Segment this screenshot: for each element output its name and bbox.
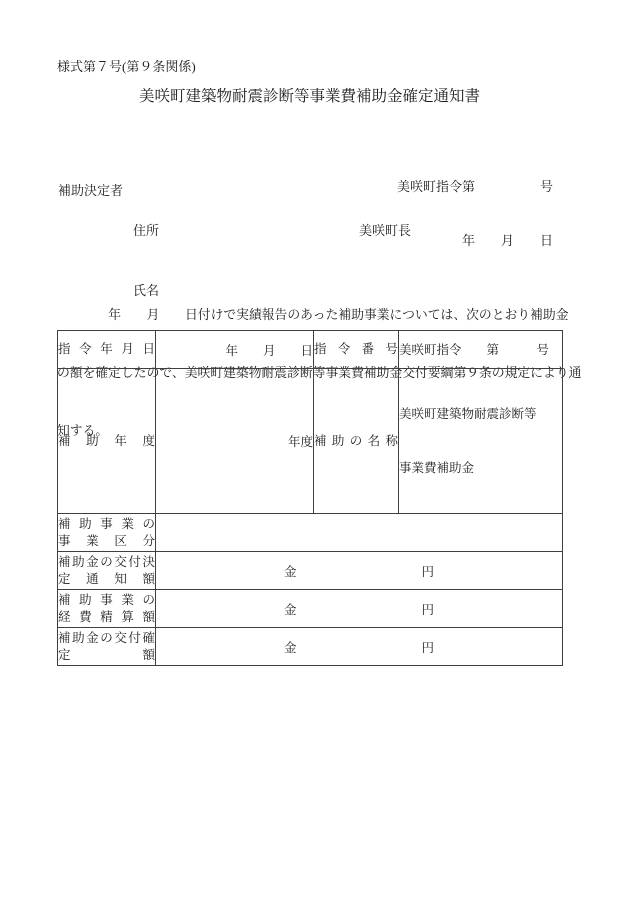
- table-row-directive-date: [58, 331, 563, 369]
- directive-number-label: 指 令 番 号: [314, 342, 398, 356]
- settlement-amount-value: [156, 600, 562, 618]
- yen-suffix: 円: [421, 640, 435, 655]
- cell-value-settlement-amount: [156, 590, 563, 628]
- directive-date-label: 指 令 年 月 日: [58, 342, 155, 356]
- settlement-amount-label-line-2: 経 費 精 算 額: [58, 609, 155, 624]
- body-line-3: 知する。: [57, 423, 109, 438]
- cell-label-subsidy-year: [58, 369, 156, 514]
- cell-value-directive-date: 年 月 日: [156, 331, 314, 369]
- confirmed-amount-value: [156, 638, 562, 656]
- subsidy-name-label: 補 助 の 名 称: [314, 433, 398, 448]
- directive-date-line: 年 月 日: [461, 233, 553, 248]
- yen-suffix: 円: [421, 602, 435, 617]
- recipient-role-label: 補助決定者: [58, 183, 124, 198]
- cell-value-confirmed-amount: [156, 628, 563, 666]
- decision-amount-label-line-2: 定 通 知 額: [58, 571, 155, 586]
- document-title: 美咲町建築物耐震診断等事業費補助金確定通知書: [138, 88, 480, 105]
- cell-label-subsidy-name: [314, 369, 399, 514]
- yen-prefix: 金: [283, 640, 297, 655]
- settlement-amount-label-line-1: 補 助 事 業 の: [58, 592, 155, 607]
- address-label: 住所: [133, 223, 160, 238]
- table-row-confirmed-amount: [58, 628, 563, 666]
- decision-amount-label-line-1: 補 助 金 の 交 付 決: [58, 554, 155, 569]
- cell-label-project-category: [58, 514, 156, 552]
- table-row-project-category: [58, 514, 563, 552]
- decision-amount-value: [156, 562, 562, 580]
- yen-prefix: 金: [283, 602, 297, 617]
- cell-label-settlement-amount: [58, 590, 156, 628]
- cell-value-project-category: [156, 514, 563, 552]
- subsidy-year-label: 補 助 年 度: [58, 433, 155, 448]
- directive-block: [397, 142, 553, 286]
- confirmed-amount-label-line-1: 補 助 金 の 交 付 確: [58, 630, 155, 645]
- table-row-decision-amount: [58, 552, 563, 590]
- cell-value-decision-amount: [156, 552, 563, 590]
- yen-suffix: 円: [421, 564, 435, 579]
- cell-value-subsidy-year: 年度: [156, 369, 314, 514]
- subsidy-table: [57, 330, 563, 666]
- cell-value-subsidy-name: [399, 369, 563, 514]
- table-row-subsidy-year: [58, 369, 563, 514]
- cell-value-directive-number: 美咲町指令 第 号: [399, 331, 563, 369]
- subsidy-name-line-1: 美咲町建築物耐震診断等: [399, 407, 537, 421]
- issuer-title: 美咲町長: [359, 223, 412, 238]
- project-category-label-line-1: 補 助 事 業 の: [58, 516, 155, 531]
- cell-label-confirmed-amount: [58, 628, 156, 666]
- cell-label-decision-amount: [58, 552, 156, 590]
- body-line-2: の額を確定したので、美咲町建築物耐震診断等事業費補助金交付要綱第９条の規定により通: [57, 366, 582, 381]
- name-label: 氏名: [133, 283, 160, 298]
- cell-label-directive-number: [314, 331, 399, 369]
- body-line-1: 年 月 日付けで実績報告のあった補助事業については、次のとおり補助金: [57, 308, 569, 323]
- cell-label-directive-date: [58, 331, 156, 369]
- confirmed-amount-label-line-2: 定 額: [58, 647, 155, 662]
- directive-number-line: 美咲町指令第 号: [396, 179, 553, 194]
- table-row-settlement-amount: [58, 590, 563, 628]
- yen-prefix: 金: [283, 564, 297, 579]
- project-category-label-line-2: 事 業 区 分: [58, 533, 155, 548]
- form-number: 様式第７号(第９条関係): [57, 59, 196, 74]
- subsidy-name-line-2: 事業費補助金: [399, 461, 475, 475]
